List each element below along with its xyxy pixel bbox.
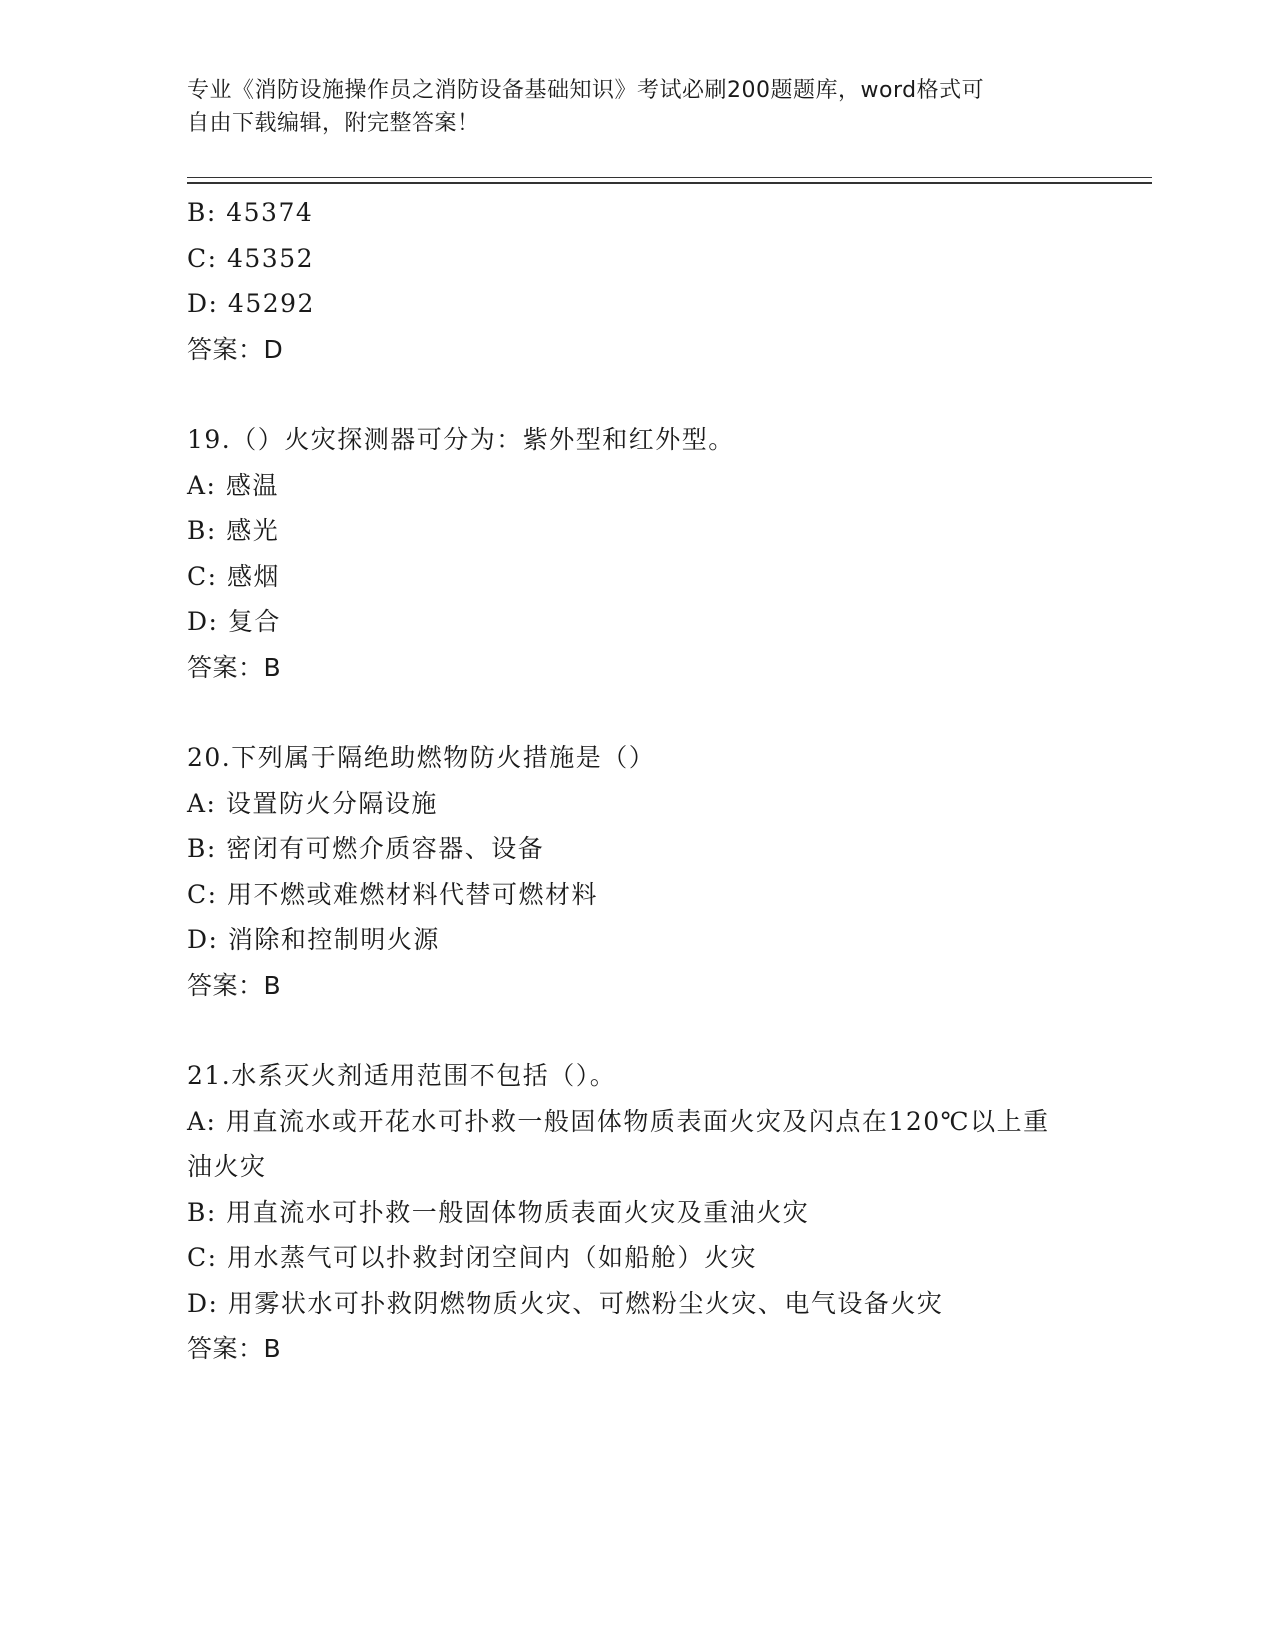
question-stem: 20.下列属于隔绝助燃物防火措施是（） — [187, 743, 656, 772]
option-b: B: 45374 — [187, 198, 314, 227]
option-c: C: 用水蒸气可以扑救封闭空间内（如船舱）火灾 — [187, 1243, 757, 1272]
question-spacer — [187, 372, 1067, 417]
question-21 — [187, 1053, 1067, 1372]
header-divider-top — [187, 177, 1152, 178]
answer-label: 答案：B — [187, 1334, 282, 1363]
option-d: D: 用雾状水可扑救阴燃物质火灾、可燃粉尘火灾、电气设备火灾 — [187, 1288, 944, 1318]
question-20 — [187, 735, 1067, 1008]
question-spacer — [187, 1008, 1067, 1053]
option-c: C: 45352 — [187, 243, 315, 273]
option-c: C: 用不燃或难燃材料代替可燃材料 — [187, 879, 598, 909]
option-d: D: 复合 — [187, 607, 281, 636]
option-d: D: 45292 — [187, 289, 315, 318]
option-a: A: 设置防火分隔设施 — [187, 788, 438, 818]
answer-label: 答案：B — [187, 652, 282, 682]
option-d: D: 消除和控制明火源 — [187, 925, 440, 954]
answer-label: 答案：D — [187, 334, 284, 364]
question-19 — [187, 417, 1067, 690]
header-divider-bottom — [187, 182, 1152, 184]
header-title-line-1: 专业《消防设施操作员之消防设备基础知识》考试必刷200题题库，word格式可 — [187, 78, 985, 103]
option-a: A: 感温 — [187, 470, 279, 500]
option-a: A: 用直流水或开花水可扑救一般固体物质表面火灾及闪点在120℃以上重油火灾 — [187, 1106, 1050, 1181]
question-spacer — [187, 690, 1067, 735]
document-header — [187, 74, 1067, 140]
option-b: B: 感光 — [187, 516, 280, 545]
question-stem: 19.（）火灾探测器可分为：紫外型和红外型。 — [187, 425, 735, 454]
header-title-line-2: 自由下载编辑，附完整答案！ — [187, 111, 480, 136]
question-list — [187, 190, 1067, 1372]
option-b: B: 密闭有可燃介质容器、设备 — [187, 834, 545, 863]
carryover-question — [187, 190, 1067, 372]
option-c: C: 感烟 — [187, 561, 280, 591]
question-stem: 21.水系灭火剂适用范围不包括（）。 — [187, 1061, 617, 1090]
option-b: B: 用直流水可扑救一般固体物质表面火灾及重油火灾 — [187, 1197, 810, 1227]
answer-label: 答案：B — [187, 970, 282, 1000]
